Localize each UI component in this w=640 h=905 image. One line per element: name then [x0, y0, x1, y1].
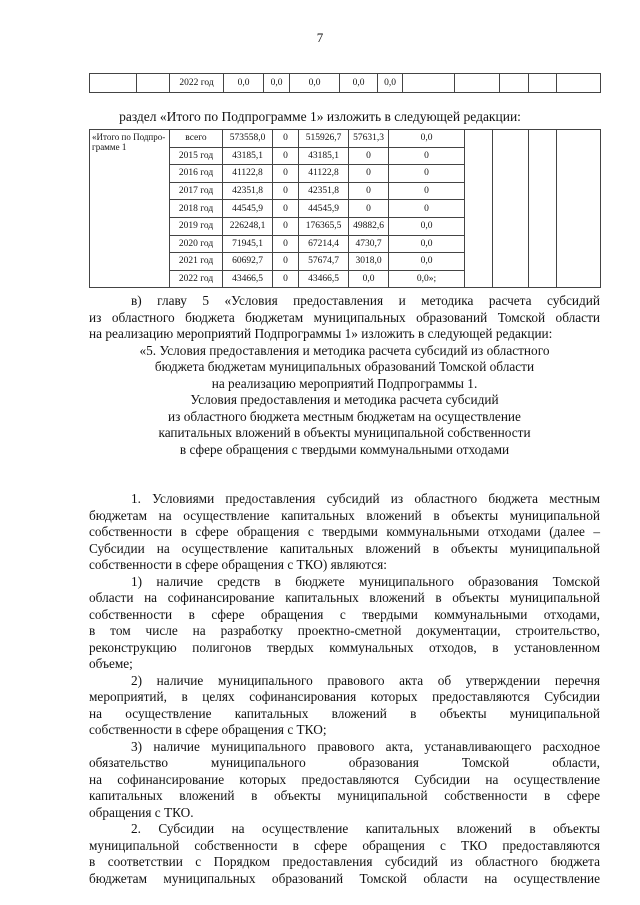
- text-line: [89, 458, 600, 475]
- table-cell: 2021 год: [170, 253, 223, 271]
- text-line: собственности в сфере обращения с твердыми коммунальными отходами,: [89, 606, 600, 622]
- table-cell: 0: [389, 147, 465, 165]
- table-cell: 41122,8: [299, 165, 349, 183]
- table-cell: 0: [349, 200, 389, 218]
- table-cell: 0: [389, 165, 465, 183]
- table-cell: 43185,1: [299, 147, 349, 165]
- text-line: 2) наличие муниципального правового акта об утверждении перечня: [131, 672, 600, 688]
- table-cell: 2019 год: [170, 217, 223, 235]
- table-cell: 67214,4: [299, 235, 349, 253]
- table-cell: [557, 74, 601, 93]
- text-line: капитальных вложений в объекты муниципальной собственности в сфере: [89, 788, 600, 803]
- table-cell: 43466,5: [223, 270, 273, 288]
- table-cell: 0: [349, 165, 389, 183]
- table-cell: 2022 год: [170, 270, 223, 288]
- table-cell: 0: [273, 165, 299, 183]
- text-line: бюджетам на осуществление капитальных вложений в объекты муниципальной: [89, 507, 600, 523]
- table-cell: 0,0: [389, 235, 465, 253]
- text-line: в) главу 5 «Условия предоставления и методика расчета субсидий: [131, 293, 600, 308]
- table-cell: 71945,1: [223, 235, 273, 253]
- table-cell: 0,0: [389, 217, 465, 235]
- page-number: 7: [316, 30, 324, 45]
- text-line: реконструкцию полигонов твердых коммунальных отходов, в установленном: [89, 639, 600, 655]
- text-line: [89, 475, 600, 492]
- row-label: «Итого по Подпро-грамме 1: [90, 130, 170, 288]
- text-line: 3) наличие муниципального правового акта, устанавливающего расходное: [131, 738, 600, 754]
- table-cell: [137, 74, 170, 93]
- table-cell: 49882,6: [349, 217, 389, 235]
- text-line: муниципальной собственности в сфере обращения с ТКО предоставляются: [89, 837, 600, 853]
- table-cell: 0: [273, 270, 299, 288]
- table-cell: 57631,3: [349, 130, 389, 148]
- table-cell: 2015 год: [170, 147, 223, 165]
- text-line: собственности в сфере обращения с ТКО) являются:: [89, 557, 387, 572]
- table-cell: 4730,7: [349, 235, 389, 253]
- table-cell: [90, 74, 137, 93]
- table-cell: 57674,7: [299, 253, 349, 271]
- table-cell: всего: [170, 130, 223, 148]
- text-line: мероприятий, в целях софинансирования которых предоставляются Субсидии: [89, 689, 600, 704]
- table-cell: 42351,8: [223, 182, 273, 200]
- text-line: Условия предоставления и методика расчета субсидий: [190, 392, 499, 407]
- table-cell: 43466,5: [299, 270, 349, 288]
- table-cell: 2020 год: [170, 235, 223, 253]
- text-line: обращения с ТКО.: [89, 804, 194, 820]
- empty-column: [529, 130, 557, 288]
- empty-column: [493, 130, 529, 288]
- text-line: собственности в сфере обращения с ТКО;: [89, 722, 327, 737]
- table-cell: 515926,7: [299, 130, 349, 148]
- table-cell: 2016 год: [170, 165, 223, 183]
- section-intro: раздел «Итого по Подпрограмме 1» изложить в следующей редакции:: [119, 109, 521, 124]
- table-cell: [455, 74, 500, 93]
- table-cell: 0: [389, 200, 465, 218]
- table-cell: 0: [273, 182, 299, 200]
- table-cell: 41122,8: [223, 165, 273, 183]
- table-cell: [529, 74, 557, 93]
- text-line: области на софинансирование капитальных вложений в объекты муниципальной: [89, 590, 600, 605]
- empty-column: [557, 130, 601, 288]
- text-line: собственности в сфере обращения с твердыми коммунальными отходами (далее –: [89, 524, 600, 539]
- table-cell: [403, 74, 455, 93]
- table-cell: 0: [273, 253, 299, 271]
- text-line: объеме;: [89, 656, 133, 671]
- table-cell: 0,0: [378, 74, 403, 93]
- table-cell: 0: [273, 217, 299, 235]
- text-line: бюджета бюджетам муниципальных образований Томской области: [154, 359, 535, 374]
- table-cell: 0,0: [349, 270, 389, 288]
- table-cell: 42351,8: [299, 182, 349, 200]
- table-cell: 43185,1: [223, 147, 273, 165]
- text-line: в сфере обращения с твердыми коммунальными отходами: [179, 441, 510, 457]
- table-cell: 0: [349, 182, 389, 200]
- table-cell: 2018 год: [170, 200, 223, 218]
- text-line: на софинансирование которых предоставляются Субсидии на осуществление: [89, 771, 600, 787]
- text-line: капитальных вложений в объекты муниципальной собственности: [158, 425, 531, 440]
- top-table-fragment: [89, 73, 601, 93]
- text-line: из областного бюджета местным бюджетам на осуществление: [168, 408, 521, 424]
- table-cell: 0,0: [264, 74, 290, 93]
- text-line: в том числе на разработку проектно-сметной документации, строительство,: [89, 623, 600, 638]
- text-line: 1. Условиями предоставления субсидий из областного бюджета местным: [131, 491, 600, 506]
- text-line: обязательство муниципального образования Томской области,: [89, 755, 600, 770]
- table-cell: 0,0: [340, 74, 378, 93]
- text-line: в соответствии с Порядком предоставления субсидий из областного бюджета: [89, 854, 600, 869]
- table-cell: 44545,9: [299, 200, 349, 218]
- text-line: на реализацию мероприятий Подпрограммы 1» изложить в следующей редакции:: [89, 326, 553, 341]
- table-cell: 0,0»;: [389, 270, 465, 288]
- empty-column: [465, 130, 493, 288]
- table-cell: 0,0: [290, 74, 340, 93]
- text-line: бюджетам муниципальных образований Томской области на осуществление: [89, 870, 600, 886]
- table-cell: 0: [273, 235, 299, 253]
- text-line: 1) наличие средств в бюджете муниципального образования Томской: [131, 573, 600, 589]
- table-cell: 0: [273, 147, 299, 165]
- table-cell: 3018,0: [349, 253, 389, 271]
- table-cell: 2022 год: [170, 74, 224, 93]
- table-cell: [500, 74, 529, 93]
- table-cell: 2017 год: [170, 182, 223, 200]
- text-line: «5. Условия предоставления и методика расчета субсидий из областного: [139, 342, 550, 358]
- table-cell: 60692,7: [223, 253, 273, 271]
- table-cell: 573558,0: [223, 130, 273, 148]
- text-line: Субсидии на осуществление капитальных вложений в объекты муниципальной: [89, 540, 600, 556]
- table-cell: 44545,9: [223, 200, 273, 218]
- table-cell: 0,0: [389, 130, 465, 148]
- table-cell: 0: [389, 182, 465, 200]
- table-cell: 0: [273, 200, 299, 218]
- table-cell: 226248,1: [223, 217, 273, 235]
- total-table: [89, 129, 601, 288]
- body-text: [89, 293, 600, 887]
- table-cell: 0: [273, 130, 299, 148]
- table-cell: 0,0: [389, 253, 465, 271]
- text-line: 2. Субсидии на осуществление капитальных вложений в объекты: [131, 821, 600, 836]
- text-line: на реализацию мероприятий Подпрограммы 1.: [211, 375, 478, 391]
- table-row: [90, 130, 601, 148]
- table-cell: 0,0: [224, 74, 264, 93]
- table-cell: 176365,5: [299, 217, 349, 235]
- text-line: на осуществление капитальных вложений в объекты муниципальной: [89, 705, 600, 721]
- table-row: [90, 74, 601, 93]
- text-line: из областного бюджета бюджетам муниципальных образований Томской области: [89, 309, 600, 325]
- table-cell: 0: [349, 147, 389, 165]
